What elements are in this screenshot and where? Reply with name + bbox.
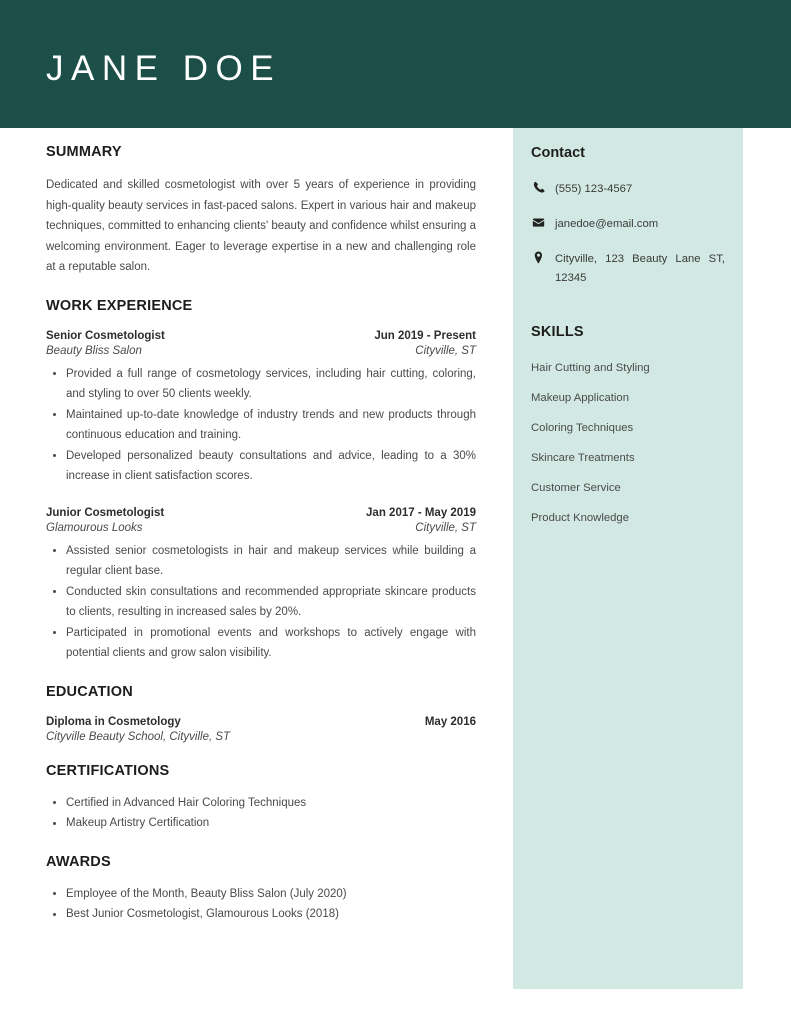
phone-icon <box>531 180 546 193</box>
job-bullet: Conducted skin consultations and recommended appropriate skincare products to clients, resulting in increased sales by 20%. <box>46 582 476 623</box>
job-bullet: Developed personalized beauty consultations and advice, leading to a 30% increase in client satisfaction scores. <box>46 446 476 487</box>
sidebar <box>513 128 743 989</box>
job-bullet: Maintained up-to-date knowledge of industry trends and new products through continuous education and training. <box>46 405 476 446</box>
skill-item: Makeup Application <box>531 392 629 404</box>
work-entry <box>46 507 476 664</box>
skill-item: Product Knowledge <box>531 512 629 524</box>
summary-text: Dedicated and skilled cosmetologist with over 5 years of experience in providing high-quality beauty services in fast-paced salons. Expert in various hair and makeup techniques, committed to enhancing clients' beauty and confidence whilst ensuring a welcoming environment. Eager to leverage expertise in a new and challenging role at a reputable salon. <box>46 179 476 273</box>
work-entry <box>46 330 476 487</box>
job-location: Cityville, ST <box>415 521 476 534</box>
certifications-list <box>46 793 476 834</box>
job-organization: Glamourous Looks <box>46 521 143 534</box>
work-experience-section <box>46 298 476 664</box>
degree-title: Diploma in Cosmetology <box>46 715 181 728</box>
work-experience-heading: WORK EXPERIENCE <box>46 297 193 314</box>
contact-list <box>531 180 725 288</box>
candidate-name: JANE DOE <box>46 49 282 88</box>
contact-section <box>531 145 725 288</box>
contact-item-email[interactable] <box>531 215 725 234</box>
job-bullet-list <box>46 364 476 487</box>
skills-heading: SKILLS <box>531 324 584 340</box>
location-pin-icon <box>531 250 546 264</box>
awards-list <box>46 884 476 925</box>
job-organization: Beauty Bliss Salon <box>46 344 142 357</box>
header-banner <box>0 0 791 128</box>
education-heading: EDUCATION <box>46 683 133 700</box>
certification-item: Makeup Artistry Certification <box>46 813 476 834</box>
job-date: Jun 2019 - Present <box>374 329 476 342</box>
contact-phone-value: (555) 123-4567 <box>555 183 633 195</box>
contact-email-value: janedoe@email.com <box>555 218 659 230</box>
school-name: Cityville Beauty School, Cityville, ST <box>46 730 231 743</box>
contact-item-phone[interactable] <box>531 180 725 199</box>
awards-heading: AWARDS <box>46 853 111 870</box>
summary-section <box>46 144 476 278</box>
summary-heading: SUMMARY <box>46 144 122 160</box>
contact-address-value: Cityville, 123 Beauty Lane ST, 12345 <box>555 253 725 284</box>
skill-item: Customer Service <box>531 482 621 494</box>
skill-item: Hair Cutting and Styling <box>531 362 650 374</box>
job-title: Junior Cosmetologist <box>46 506 165 519</box>
skills-list <box>531 359 725 528</box>
contact-item-address[interactable] <box>531 250 725 288</box>
skill-item: Coloring Techniques <box>531 422 634 434</box>
education-section <box>46 684 476 743</box>
skills-section <box>531 324 725 528</box>
degree-date: May 2016 <box>424 715 476 728</box>
skill-item: Skincare Treatments <box>531 452 635 464</box>
job-bullet-list <box>46 541 476 664</box>
award-item: Best Junior Cosmetologist, Glamourous Looks (2018) <box>46 904 476 925</box>
job-bullet: Provided a full range of cosmetology services, including hair cutting, coloring, and styling to over 50 clients weekly. <box>46 364 476 405</box>
certifications-heading: CERTIFICATIONS <box>46 762 170 779</box>
envelope-icon <box>531 215 546 229</box>
job-title: Senior Cosmetologist <box>46 329 165 342</box>
job-bullet: Participated in promotional events and workshops to actively engage with potential clients and grow salon visibility. <box>46 623 476 664</box>
job-location: Cityville, ST <box>415 344 476 357</box>
job-date: Jan 2017 - May 2019 <box>366 506 476 519</box>
certification-item: Certified in Advanced Hair Coloring Techniques <box>46 793 476 814</box>
contact-heading: Contact <box>531 145 585 161</box>
awards-section <box>46 854 476 925</box>
main-content <box>46 128 476 925</box>
award-item: Employee of the Month, Beauty Bliss Salon (July 2020) <box>46 884 476 905</box>
certifications-section <box>46 763 476 834</box>
job-bullet: Assisted senior cosmetologists in hair and makeup services while building a regular client base. <box>46 541 476 582</box>
education-entry <box>46 716 476 743</box>
